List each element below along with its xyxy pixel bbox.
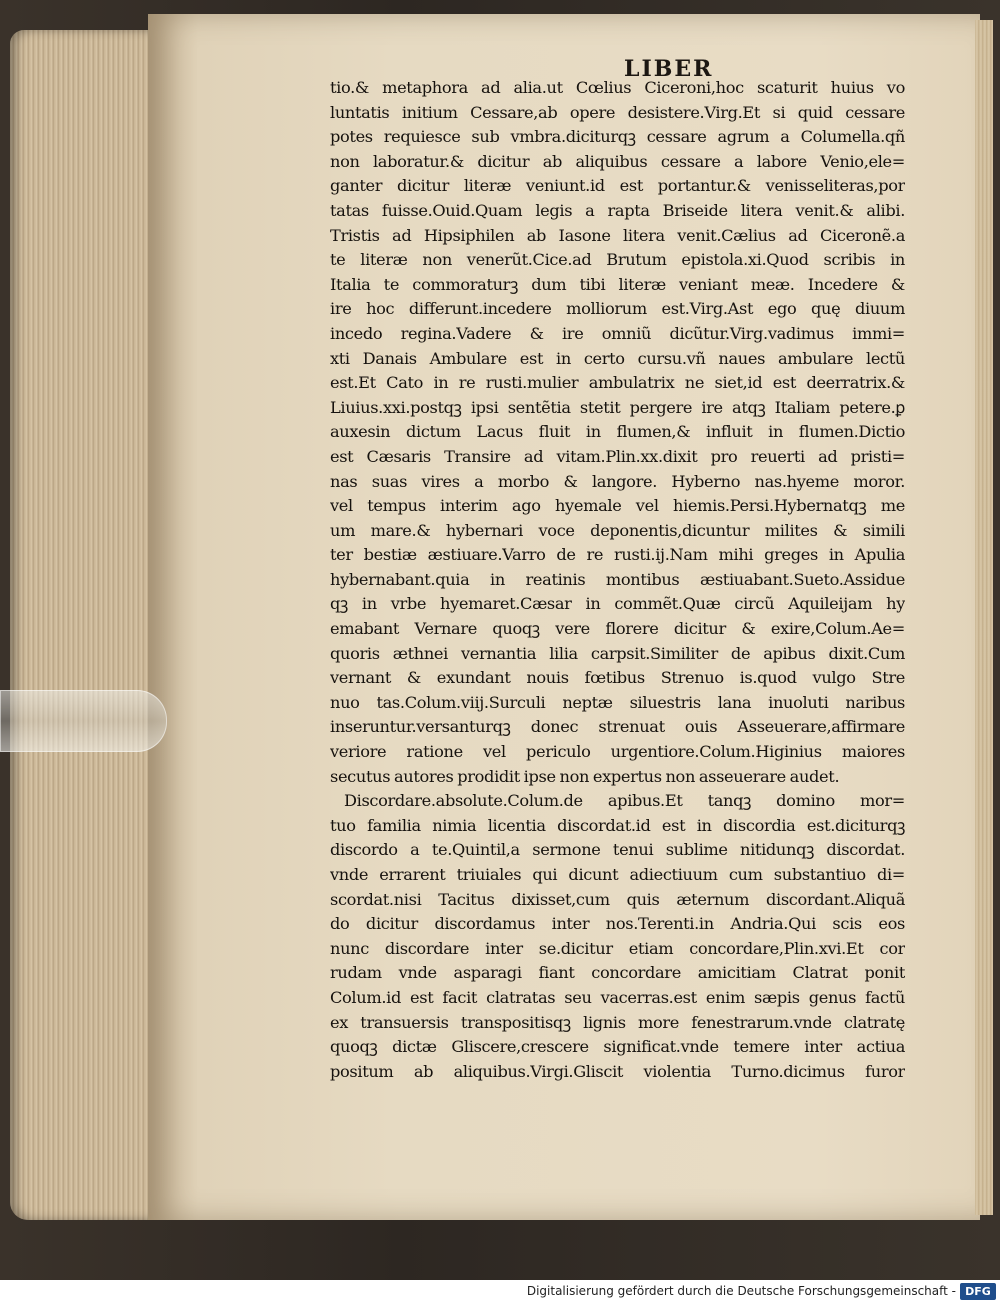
page-right-edge	[975, 20, 993, 1215]
text-line: est Cæsaris Transire ad vitam.Plin.xx.dixit pro reuerti ad pristi=	[330, 446, 905, 466]
text-line: quoqꝫ dictæ Gliscere,crescere significat.vnde temere inter actiua	[330, 1037, 905, 1057]
footer-bar	[0, 1280, 1000, 1304]
text-line: rudam vnde asparagi fiant concordare amicitiam Clatrat ponit	[330, 963, 905, 983]
text-line: Discordare.absolute.Colum.de apibus.Et tanqꝫ domino mor=	[344, 791, 905, 811]
text-line: vnde errarent triuiales qui dicunt adiectiuum cum substantiuo di=	[330, 865, 905, 884]
text-line: xti Danais Ambulare est in certo cursu.vñ naues ambulare lectũ	[330, 348, 905, 368]
text-line: incedo regina.Vadere & ire omniũ dicũtur.Virg.vadimus immi=	[330, 323, 905, 343]
text-line: luntatis initium Cessare,ab opere desistere.Virg.Et si quid cessare	[330, 102, 905, 122]
text-line: potes requiesce sub vmbra.diciturqꝫ cessare agrum a Columella.qñ	[330, 127, 905, 147]
text-line: tio.& metaphora ad alia.ut Cœlius Ciceroni,hoc scaturit huius vo	[330, 78, 905, 97]
text-line: emabant Vernare quoqꝫ vere florere dicitur & exire,Colum.Ae=	[330, 619, 905, 639]
text-line: secutus autores prodidit ipse non expertus non asseuerare audet.	[330, 766, 840, 786]
text-line: Liuius.xxi.postqꝫ ipsi sentẽtia stetit pergere ire atqꝫ Italiam petere.ꝑ	[330, 397, 905, 417]
text-line: positum ab aliquibus.Virgi.Gliscit violentia Turno.dicimus furor	[330, 1061, 905, 1081]
text-line: discordo a te.Quintil,a sermone tenui sublime nitidunqꝫ discordat.	[330, 840, 905, 860]
footer-credit: Digitalisierung gefördert durch die Deutsche Forschungsgemeinschaft -	[526, 1284, 956, 1298]
page-edges	[10, 30, 150, 1220]
text-line: quoris æthnei vernantia lilia carpsit.Similiter de apibus dixit.Cum	[330, 643, 905, 663]
text-line: nas suas vires a morbo & langore. Hyberno nas.hyeme moror.	[330, 471, 905, 491]
text-line: vernant & exundant nouis fœtibus Strenuo is.quod vulgo Stre	[330, 668, 905, 688]
text-line: Tristis ad Hipsiphilen ab Iasone litera venit.Cælius ad Ciceronẽ.a	[330, 225, 905, 245]
text-line: auxesin dictum Lacus fluit in flumen,& influit in flumen.Dictio	[330, 422, 905, 442]
text-line: Colum.id est facit clatratas seu vacerras.est enim sæpis genus factũ	[330, 987, 905, 1007]
text-line: do dicitur discordamus inter nos.Terenti.in Andria.Qui scis eos	[330, 914, 905, 934]
text-block	[330, 76, 905, 1084]
running-head: LIBER	[624, 56, 714, 82]
text-line: Italia te commoraturꝫ dum tibi literæ veniant meæ. Incedere &	[330, 274, 905, 294]
text-line: scordat.nisi Tacitus dixisset,cum quis æternum discordant.Aliquã	[330, 889, 905, 909]
book-clamp	[0, 690, 167, 752]
text-line: tuo familia nimia licentia discordat.id est in discordia est.diciturqꝫ	[330, 815, 905, 835]
text-line: ex transuersis transpositisqꝫ lignis more fenestrarum.vnde clatratę	[330, 1012, 905, 1032]
text-line: inseruntur.versanturqꝫ donec strenuat ouis Asseuerare,affirmare	[330, 717, 905, 737]
text-line: ire hoc differunt.incedere molliorum est.Virg.Ast ego quę diuum	[330, 299, 905, 319]
text-line: veriore ratione vel periculo urgentiore.Colum.Higinius maiores	[330, 742, 905, 762]
text-line: nunc discordare inter se.dicitur etiam concordare,Plin.xvi.Et cor	[330, 938, 905, 958]
text-line: hybernabant.quia in reatinis montibus æstiuabant.Sueto.Assidue	[330, 569, 905, 589]
text-line: vel tempus interim ago hyemale vel hiemis.Persi.Hybernatqꝫ me	[330, 496, 905, 516]
text-line: te literæ non venerũt.Cice.ad Brutum epistola.xi.Quod scribis in	[330, 250, 905, 270]
text-line: est.Et Cato in re rusti.mulier ambulatrix ne siet,id est deerratrix.&	[330, 373, 905, 393]
text-line: um mare.& hybernari voce deponentis,dicuntur milites & simili	[330, 520, 905, 540]
text-line: tatas fuisse.Ouid.Quam legis a rapta Briseide litera venit.& alibi.	[330, 200, 905, 220]
text-line: qꝫ in vrbe hyemaret.Cæsar in commẽt.Quæ circũ Aquileijam hy	[330, 594, 905, 614]
text-line: non laboratur.& dicitur ab aliquibus cessare a labore Venio,ele=	[330, 151, 905, 171]
dfg-logo-icon[interactable]: DFG	[960, 1283, 996, 1300]
text-line: ganter dicitur literæ veniunt.id est portantur.& venisseliteras,por	[330, 176, 905, 196]
text-line: nuo tas.Colum.viij.Surculi neptæ siluestris lana inuoluti naribus	[330, 692, 905, 712]
text-line: ter bestiæ æstiuare.Varro de re rusti.ij.Nam mihi greges in Apulia	[330, 545, 905, 565]
